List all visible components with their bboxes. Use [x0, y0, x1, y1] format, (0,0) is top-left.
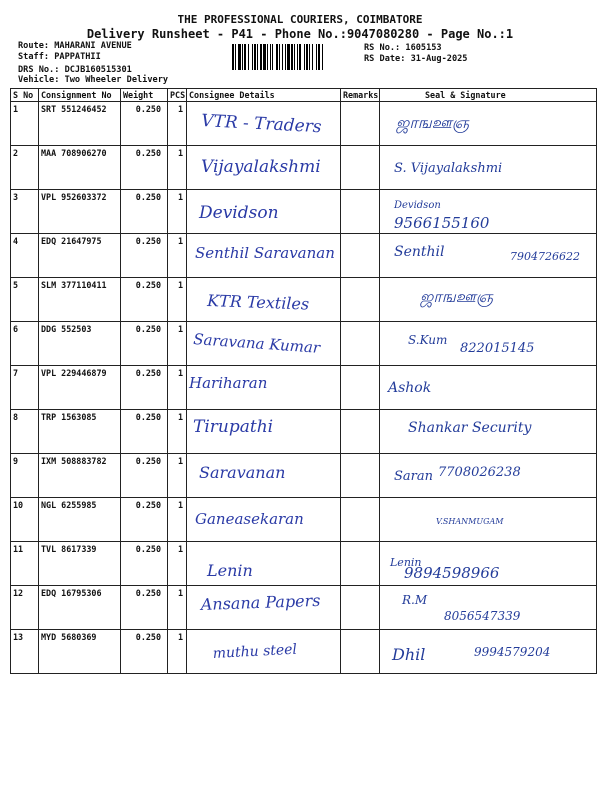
cell-consignee-details — [187, 410, 341, 454]
cell-seal-signature — [380, 542, 597, 586]
cell-pcs: 1 — [168, 190, 187, 234]
cell-weight: 0.250 — [121, 190, 168, 234]
cell-weight: 0.250 — [121, 410, 168, 454]
cell-weight: 0.250 — [121, 278, 168, 322]
barcode-bar — [267, 44, 268, 70]
table-row — [11, 190, 597, 234]
col-sno: S No — [11, 89, 39, 102]
col-weight: Weight — [121, 89, 168, 102]
col-seal-signature: Seal & Signature — [380, 89, 597, 102]
col-consignee: Consignee Details — [187, 89, 341, 102]
barcode-bar — [322, 44, 323, 70]
cell-pcs: 1 — [168, 322, 187, 366]
cell-consignee-details — [187, 278, 341, 322]
route-label: Route: MAHARANI AVENUE — [18, 41, 132, 51]
signature-handwriting: Devidson — [394, 200, 441, 211]
cell-pcs: 1 — [168, 586, 187, 630]
barcode-bar — [312, 44, 313, 70]
consignee-handwriting: Hariharan — [189, 374, 268, 392]
cell-seal-signature — [380, 366, 597, 410]
signature-handwriting: R.M — [402, 593, 428, 607]
cell-sno: 11 — [11, 542, 39, 586]
vehicle-label: Vehicle: Two Wheeler Delivery — [18, 75, 169, 85]
cell-weight: 0.250 — [121, 586, 168, 630]
consignee-handwriting: VTR - Traders — [200, 111, 322, 138]
table-row — [11, 146, 597, 190]
cell-consignment-no: SLM 377110411 — [39, 278, 121, 322]
col-pcs: PCS — [168, 89, 187, 102]
consignee-handwriting: Tirupathi — [193, 417, 274, 437]
consignee-handwriting: Saravana Kumar — [192, 330, 321, 357]
cell-consignment-no: TVL 8617339 — [39, 542, 121, 586]
barcode-bar — [304, 44, 305, 70]
cell-seal-signature — [380, 322, 597, 366]
cell-consignee-details — [187, 454, 341, 498]
barcode-bar — [270, 44, 271, 70]
company-title: THE PROFESSIONAL COURIERS, COIMBATORE — [177, 13, 423, 26]
barcode-bar — [287, 44, 290, 70]
cell-seal-signature — [380, 630, 597, 674]
barcode-bar — [257, 44, 258, 70]
barcode-bar — [242, 44, 243, 70]
signature-handwriting: Shankar Security — [408, 420, 532, 436]
barcode-bar — [260, 44, 262, 70]
cell-consignee-details — [187, 586, 341, 630]
cell-seal-signature — [380, 410, 597, 454]
signature-handwriting: S. Vijayalakshmi — [394, 161, 503, 176]
cell-seal-signature — [380, 102, 597, 146]
cell-consignment-no: VPL 229446879 — [39, 366, 121, 410]
cell-sno: 13 — [11, 630, 39, 674]
cell-pcs: 1 — [168, 542, 187, 586]
barcode-bar — [309, 44, 310, 70]
cell-weight: 0.250 — [121, 498, 168, 542]
consignee-handwriting: muthu steel — [212, 641, 298, 662]
barcode-bar — [294, 44, 295, 70]
cell-remarks — [341, 410, 380, 454]
cell-seal-signature — [380, 190, 597, 234]
cell-seal-signature — [380, 586, 597, 630]
consignee-handwriting: Saravanan — [199, 463, 286, 482]
barcode-bar — [254, 44, 256, 70]
barcode-bar — [282, 44, 283, 70]
barcode-bar — [318, 44, 320, 70]
consignee-handwriting: Devidson — [199, 203, 279, 223]
barcode-bar — [276, 44, 278, 70]
signature-handwriting: ஜாஙஊஞ — [396, 113, 470, 132]
cell-pcs: 1 — [168, 234, 187, 278]
barcode-bar — [263, 44, 266, 70]
cell-sno: 3 — [11, 190, 39, 234]
consignee-handwriting: Senthil Saravanan — [195, 244, 335, 262]
table-row — [11, 102, 597, 146]
cell-consignee-details — [187, 630, 341, 674]
cell-remarks — [341, 190, 380, 234]
cell-sno: 6 — [11, 322, 39, 366]
cell-remarks — [341, 322, 380, 366]
cell-remarks — [341, 146, 380, 190]
table-row — [11, 542, 597, 586]
signature-handwriting: ஜாஙஊஞ — [420, 287, 494, 306]
barcode-bar — [285, 44, 286, 70]
barcode-bar — [235, 44, 236, 70]
signature-phone-number: 9994579204 — [474, 645, 551, 659]
cell-consignee-details — [187, 542, 341, 586]
cell-remarks — [341, 586, 380, 630]
cell-seal-signature — [380, 498, 597, 542]
signature-handwriting: Saran — [394, 469, 433, 484]
barcode-bar — [248, 44, 249, 70]
cell-pcs: 1 — [168, 102, 187, 146]
cell-consignee-details — [187, 322, 341, 366]
signature-handwriting: Lenin — [390, 556, 422, 569]
cell-consignment-no: EDQ 16795306 — [39, 586, 121, 630]
table-row — [11, 322, 597, 366]
cell-consignee-details — [187, 366, 341, 410]
consignee-handwriting: KTR Textiles — [206, 291, 310, 314]
cell-consignment-no: NGL 6255985 — [39, 498, 121, 542]
barcode-bar — [291, 44, 293, 70]
signature-phone-number: 9566155160 — [394, 214, 490, 232]
col-remarks: Remarks — [341, 89, 380, 102]
cell-consignee-details — [187, 146, 341, 190]
table-row — [11, 454, 597, 498]
cell-consignment-no: DDG 552503 — [39, 322, 121, 366]
consignee-handwriting: Ansana Papers — [200, 590, 321, 614]
signature-handwriting: Ashok — [388, 380, 432, 396]
cell-weight: 0.250 — [121, 234, 168, 278]
table-row — [11, 586, 597, 630]
cell-weight: 0.250 — [121, 366, 168, 410]
cell-pcs: 1 — [168, 454, 187, 498]
barcode-bar — [272, 44, 273, 70]
cell-weight: 0.250 — [121, 542, 168, 586]
col-consignment: Consignment No — [39, 89, 121, 102]
cell-sno: 7 — [11, 366, 39, 410]
signature-handwriting: Dhil — [392, 645, 426, 664]
cell-weight: 0.250 — [121, 630, 168, 674]
signature-phone-number: 9894598966 — [404, 564, 500, 582]
cell-sno: 4 — [11, 234, 39, 278]
cell-remarks — [341, 498, 380, 542]
consignee-handwriting: Vijayalakshmi — [201, 157, 321, 177]
cell-consignee-details — [187, 102, 341, 146]
barcode-bar — [244, 44, 246, 70]
signature-phone-number: 822015145 — [460, 341, 535, 356]
cell-remarks — [341, 366, 380, 410]
cell-weight: 0.250 — [121, 102, 168, 146]
consignee-handwriting: Ganeasekaran — [195, 510, 304, 528]
cell-sno: 9 — [11, 454, 39, 498]
consignee-handwriting: Lenin — [207, 561, 253, 580]
drs-number: DRS No.: DCJB160515301 — [18, 65, 132, 75]
table-row — [11, 498, 597, 542]
cell-pcs: 1 — [168, 498, 187, 542]
cell-sno: 12 — [11, 586, 39, 630]
table-row — [11, 366, 597, 410]
cell-sno: 5 — [11, 278, 39, 322]
barcode-bar — [299, 44, 301, 70]
cell-sno: 8 — [11, 410, 39, 454]
barcode-bar — [279, 44, 280, 70]
cell-seal-signature — [380, 454, 597, 498]
cell-consignee-details — [187, 498, 341, 542]
cell-consignee-details — [187, 234, 341, 278]
cell-pcs: 1 — [168, 366, 187, 410]
rs-number: RS No.: 1605153 — [364, 43, 442, 53]
table-row — [11, 278, 597, 322]
cell-remarks — [341, 278, 380, 322]
cell-pcs: 1 — [168, 278, 187, 322]
barcode — [232, 44, 360, 70]
cell-seal-signature — [380, 146, 597, 190]
runsheet-table — [10, 88, 597, 674]
barcode-bar — [238, 44, 241, 70]
cell-remarks — [341, 234, 380, 278]
cell-consignment-no: MYD 5680369 — [39, 630, 121, 674]
cell-consignment-no: IXM 508883782 — [39, 454, 121, 498]
cell-remarks — [341, 454, 380, 498]
rs-date: RS Date: 31-Aug-2025 — [364, 54, 468, 64]
signature-phone-number: 7708026238 — [438, 465, 521, 480]
cell-sno: 10 — [11, 498, 39, 542]
signature-handwriting: V.SHANMUGAM — [436, 517, 504, 526]
cell-consignment-no: VPL 952603372 — [39, 190, 121, 234]
cell-weight: 0.250 — [121, 322, 168, 366]
cell-consignment-no: EDQ 21647975 — [39, 234, 121, 278]
cell-weight: 0.250 — [121, 146, 168, 190]
signature-phone-number: 8056547339 — [444, 609, 521, 623]
signature-handwriting: S.Kum — [408, 333, 448, 347]
signature-phone-number: 7904726622 — [510, 250, 580, 263]
cell-weight: 0.250 — [121, 454, 168, 498]
signature-handwriting: Senthil — [394, 244, 445, 260]
cell-remarks — [341, 630, 380, 674]
cell-remarks — [341, 102, 380, 146]
table-row — [11, 234, 597, 278]
table-row — [11, 630, 597, 674]
table-row — [11, 410, 597, 454]
barcode-bar — [252, 44, 253, 70]
runsheet-title: Delivery Runsheet - P41 - Phone No.:9047080280 - Page No.:1 — [86, 27, 514, 41]
cell-remarks — [341, 542, 380, 586]
cell-sno: 2 — [11, 146, 39, 190]
cell-seal-signature — [380, 278, 597, 322]
cell-consignment-no: TRP 1563085 — [39, 410, 121, 454]
barcode-bar — [232, 44, 234, 70]
cell-pcs: 1 — [168, 630, 187, 674]
cell-seal-signature — [380, 234, 597, 278]
table-header-row — [11, 89, 597, 102]
cell-consignee-details — [187, 190, 341, 234]
barcode-bar — [316, 44, 317, 70]
cell-pcs: 1 — [168, 146, 187, 190]
cell-sno: 1 — [11, 102, 39, 146]
barcode-bar — [306, 44, 308, 70]
cell-consignment-no: MAA 708906270 — [39, 146, 121, 190]
barcode-bar — [297, 44, 298, 70]
cell-consignment-no: SRT 551246452 — [39, 102, 121, 146]
cell-pcs: 1 — [168, 410, 187, 454]
staff-label: Staff: PAPPATHII — [18, 52, 101, 62]
